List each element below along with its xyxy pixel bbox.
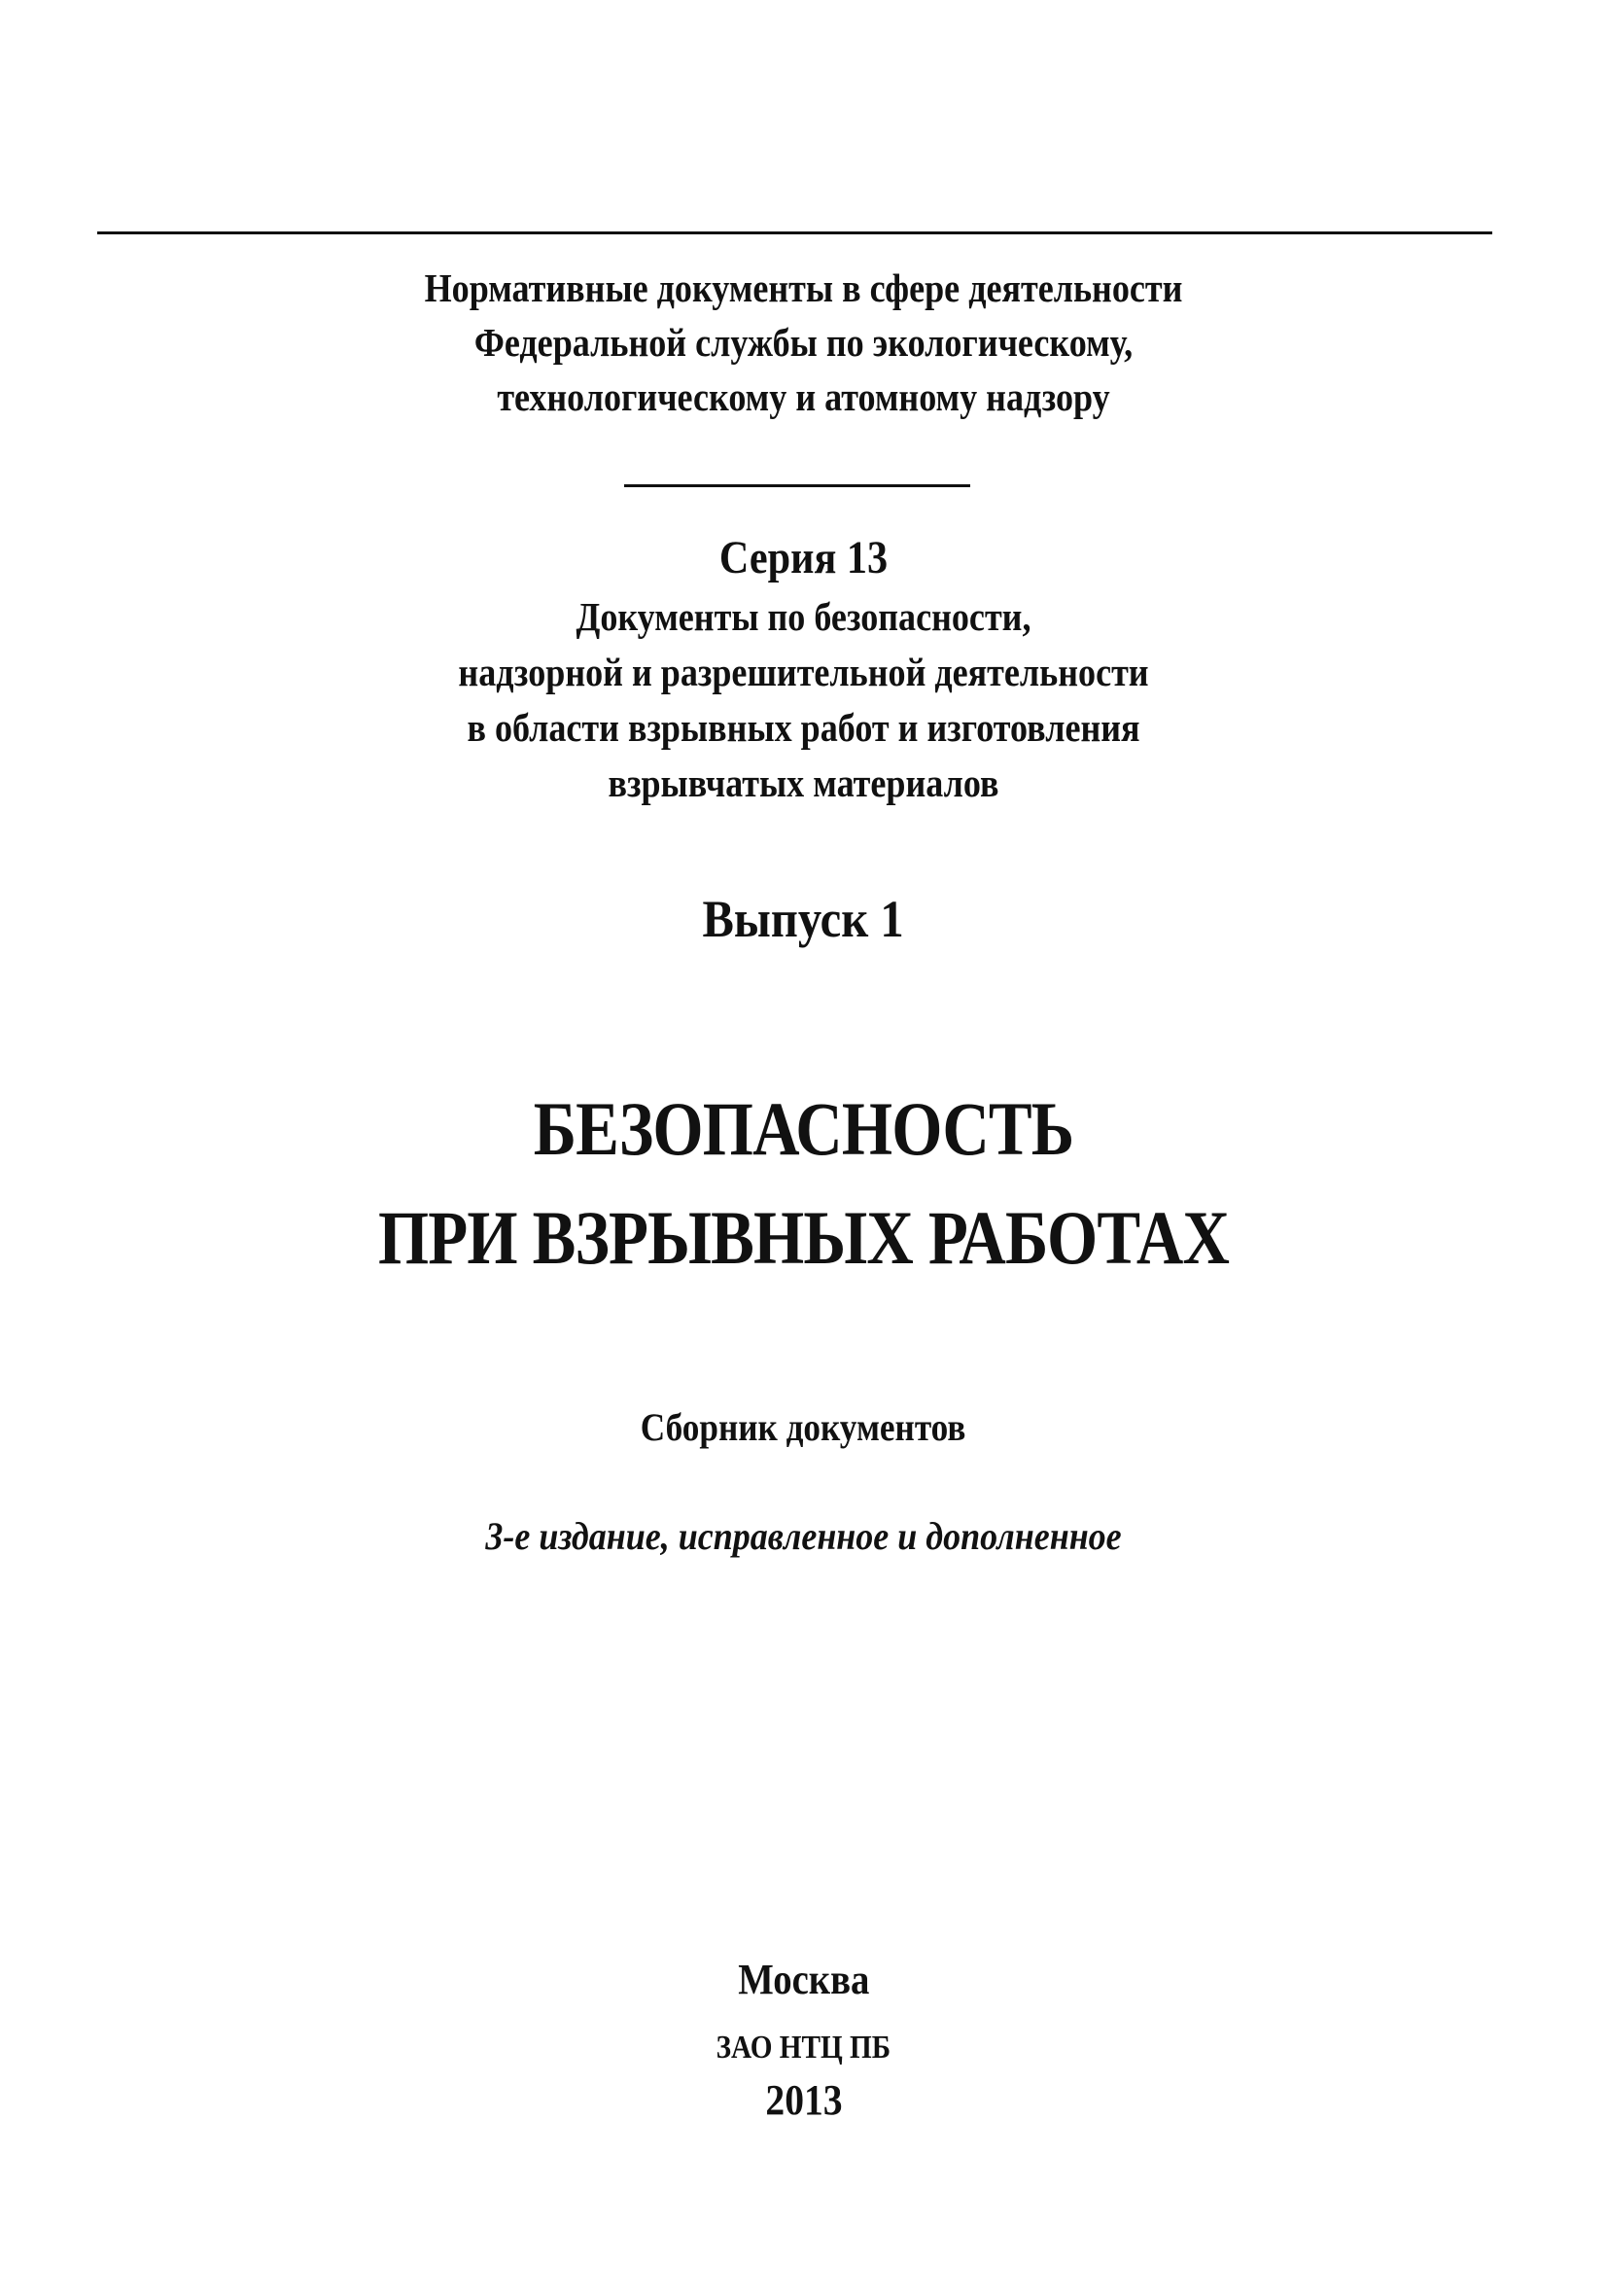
year-text: 2013	[764, 2076, 843, 2124]
issue-label: Выпуск 1	[702, 890, 905, 948]
header-line: Нормативные документы в сфере деятельности	[424, 265, 1183, 310]
separator-rule	[624, 484, 970, 487]
series-description-line: надзорной и разрешительной деятельности	[458, 650, 1149, 694]
edition-text: 3-е издание, исправленное и дополненное	[485, 1514, 1122, 1558]
main-title	[0, 1075, 1607, 1292]
header-line: Федеральной службы по экологическому,	[473, 320, 1134, 365]
regulatory-header	[0, 261, 1607, 424]
city-text: Москва	[737, 1956, 870, 2003]
series-description-line: в области взрывных работ и изготовления	[467, 705, 1140, 750]
imprint-year	[0, 2071, 1607, 2130]
header-line: технологическому и атомному надзору	[497, 374, 1110, 419]
edition-note	[0, 1509, 1607, 1564]
top-rule	[97, 231, 1492, 234]
series-block	[0, 527, 1607, 811]
imprint-publisher	[0, 2025, 1607, 2071]
issue-number	[0, 885, 1607, 953]
title-line: БЕЗОПАСНОСТЬ	[533, 1086, 1074, 1171]
series-description-line: взрывчатых материалов	[608, 760, 999, 805]
imprint-city	[0, 1951, 1607, 2009]
series-title: Серия 13	[718, 532, 889, 583]
subtitle	[0, 1400, 1607, 1455]
subtitle-text: Сборник документов	[641, 1405, 966, 1449]
publisher-text: ЗАО НТЦ ПБ	[716, 2030, 891, 2066]
title-line: ПРИ ВЗРЫВНЫХ РАБОТАХ	[377, 1195, 1230, 1280]
series-description-line: Документы по безопасности,	[576, 594, 1031, 639]
